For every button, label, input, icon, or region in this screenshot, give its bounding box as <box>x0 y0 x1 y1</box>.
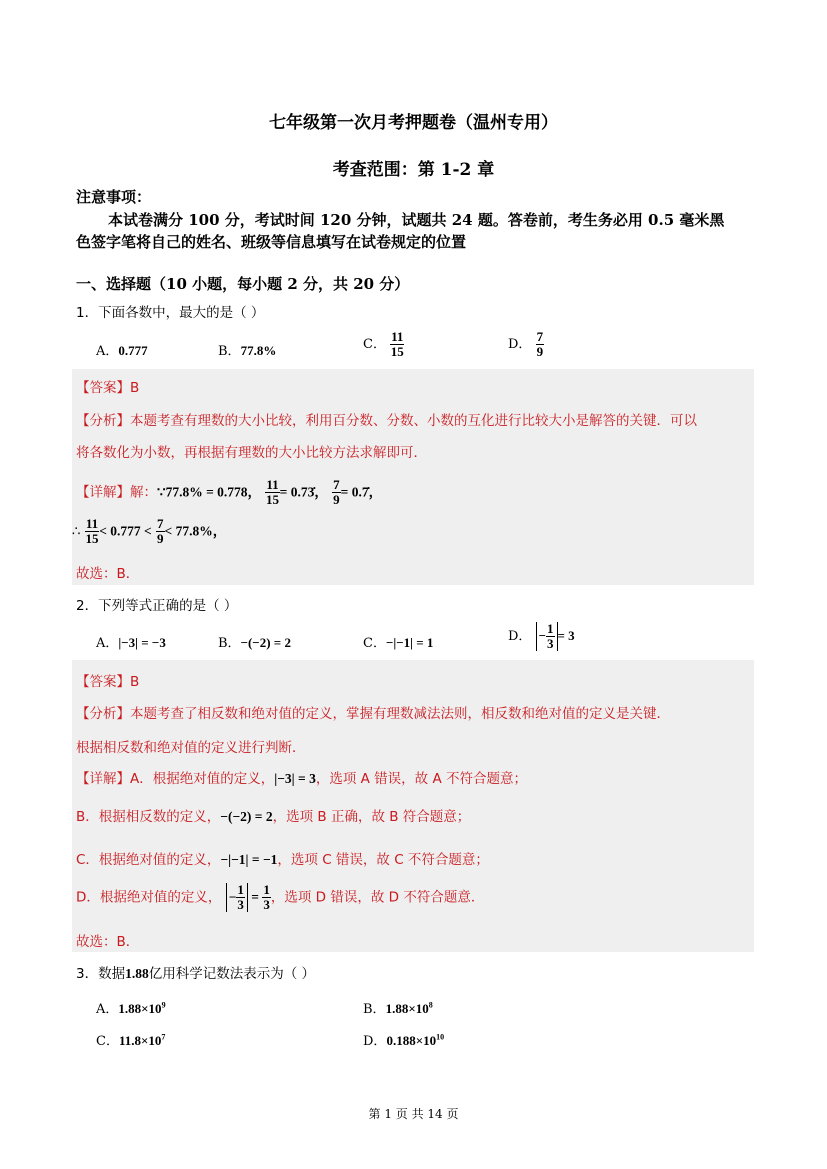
page-subtitle: 考查范围：第 1-2 章 <box>332 160 495 180</box>
question-3-stem: 3．数据1.88亿用科学记数法表示为（ ） <box>76 966 316 982</box>
q1-option-c: C． $\frac{11}{15}$ <box>363 329 404 359</box>
page-footer: 第 1 页 共 14 页 <box>368 1107 459 1121</box>
fraction: $\frac{11}{15}$ <box>390 329 404 359</box>
q2-option-c: C．−|−1| = 1 <box>363 635 434 651</box>
q2-detail-a: 【详解】A．根据绝对值的定义，|−3| = 3，选项 A 错误，故 A 不符合题意； <box>76 771 527 787</box>
q2-choose: 故选：B． <box>76 934 140 950</box>
q3-option-b: B．$1.88\times 10^8$ <box>363 1000 433 1017</box>
fraction: $\frac{7}{9}$ <box>536 329 544 359</box>
q2-option-a: A．|−3| = −3 <box>96 635 166 651</box>
q1-analysis-2: 将各数化为小数，再根据有理数的大小比较方法求解即可． <box>76 445 427 461</box>
q2-detail-d: D．根据绝对值的定义， − $\frac{1}{3}$ = $\frac{1}{3}$ ，选项 D 错误，故 D 不符合题意． <box>76 882 485 912</box>
question-1-stem: 1．下面各数中，最大的是（ ） <box>76 305 265 321</box>
notice-line-2: 色签字笔将自己的姓名、班级等信息填写在试卷规定的位置 <box>76 233 467 251</box>
q2-analysis-1: 【分析】本题考查了相反数和绝对值的定义，掌握有理数减法法则，相反数和绝对值的定义是关键． <box>76 706 670 722</box>
q1-detail: 【详解】解：∵77.8% = 0.778， $\frac{11}{15}$ = 0.73̇， $\frac{7}{9}$ = 0.7̇， <box>76 477 383 507</box>
q2-answer: 【答案】B <box>76 674 140 690</box>
q1-answer-box <box>72 369 754 585</box>
q2-answer-box <box>72 660 754 952</box>
q2-detail-b: B．根据相反数的定义，−(−2) = 2，选项 B 正确，故 B 符合题意； <box>76 809 471 825</box>
q1-option-d: D． $\frac{7}{9}$ <box>508 329 544 359</box>
q3-option-c: C．$11.8\times 10^7$ <box>96 1032 166 1049</box>
q1-answer: 【答案】B <box>76 380 140 396</box>
q1-analysis-1: 【分析】本题考查有理数的大小比较，利用百分数、分数、小数的互化进行比较大小是解答的关键．可以 <box>76 413 697 429</box>
page-title: 七年级第一次月考押题卷（温州专用） <box>269 113 558 133</box>
notice-line-1: 本试卷满分 100 分，考试时间 120 分钟，试题共 24 题。答卷前，考生务必用 0.5 毫米黑 <box>108 211 725 229</box>
question-2-stem: 2．下列等式正确的是（ ） <box>76 598 238 614</box>
q2-analysis-2: 根据相反数和绝对值的定义进行判断． <box>76 740 306 756</box>
q3-option-d: D．$0.188\times 10^{10}$ <box>363 1032 445 1049</box>
notice-heading: 注意事项： <box>76 188 152 206</box>
q1-choose: 故选：B． <box>76 566 140 582</box>
q1-inequality: ∴ $\frac{11}{15}$ < 0.777 < $\frac{7}{9}$ < 77.8%， <box>72 516 227 546</box>
q3-option-a: A．$1.88\times 10^9$ <box>96 1000 166 1017</box>
section-heading: 一、选择题（10 小题，每小题 2 分，共 20 分） <box>76 275 410 293</box>
q1-option-a: A．0.777 <box>96 343 148 359</box>
q2-option-b: B．−(−2) = 2 <box>218 635 291 651</box>
q2-option-d: D． − $\frac{1}{3}$ = 3 <box>508 621 575 651</box>
q1-option-b: B．77.8% <box>218 343 277 359</box>
q2-detail-c: C．根据绝对值的定义，−|−1| = −1，选项 C 错误，故 C 不符合题意； <box>76 852 489 868</box>
